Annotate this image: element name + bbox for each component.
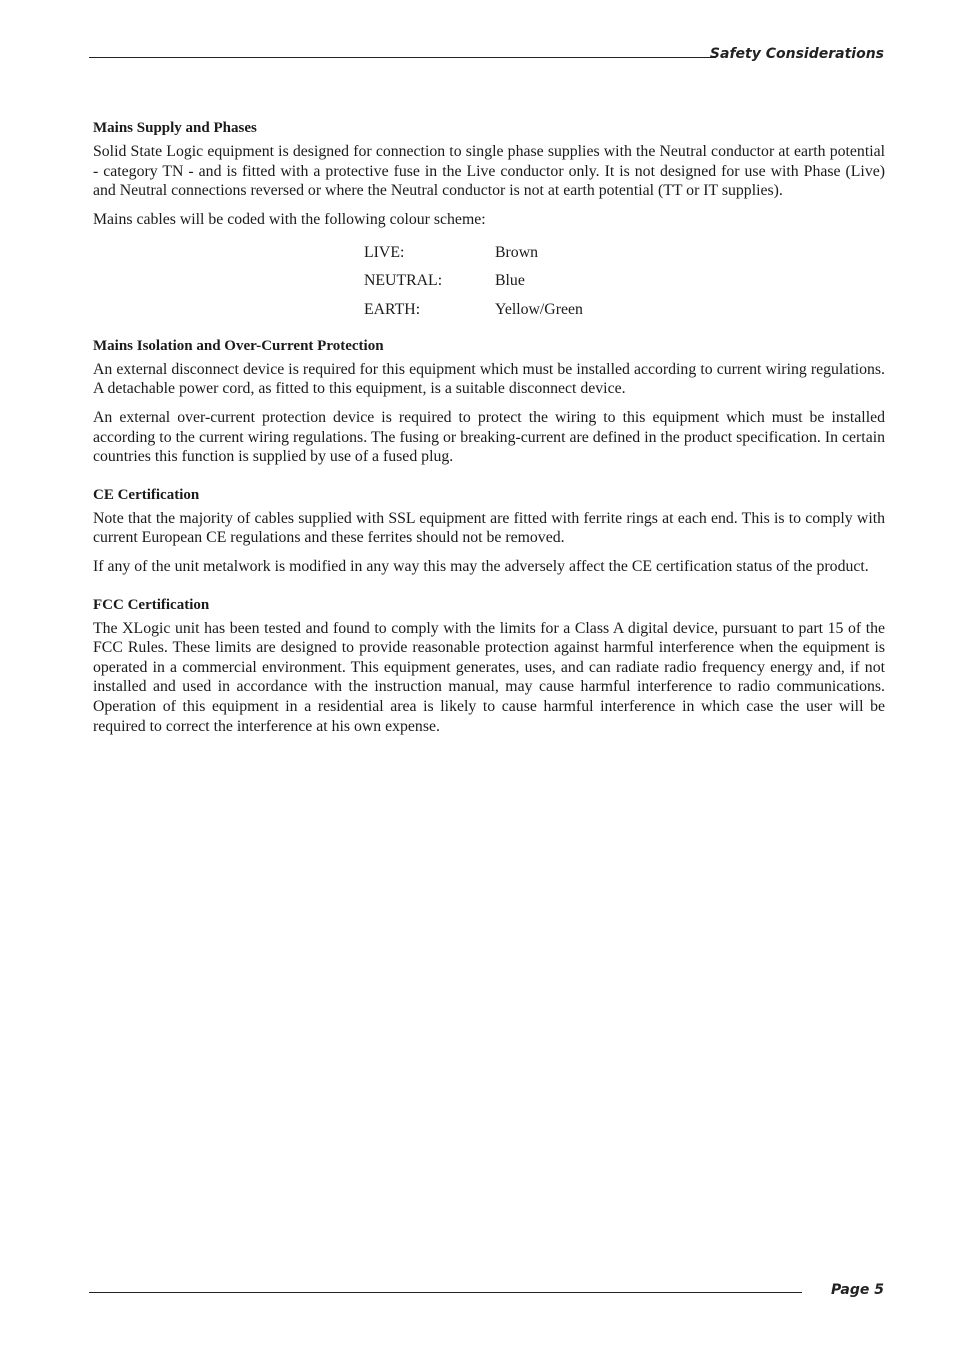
paragraph: Solid State Logic equipment is designed for connection to single phase supplies with the Neutral conductor at earth potential - category TN - and is fitted with a protective fuse in the Live conductor only. It is not designed for use with Phase (Live) and Neutral connections reversed or where the Neutral conductor is not at earth potential (TT or IT supplies).: [93, 143, 885, 200]
paragraph: An external over-current protection device is required to protect the wiring to this equipment which must be installed according to the current wiring regulations. The fusing or breaking-current are defined in the product specification. In certain countries this function is supplied by use of a fused plug.: [93, 409, 885, 466]
page-number: Page 5: [831, 1282, 884, 1298]
colour-label: NEUTRAL:: [364, 272, 443, 290]
table-row: [364, 267, 583, 296]
paragraph: Mains cables will be coded with the following colour scheme:: [93, 210, 486, 228]
paragraph: If any of the unit metalwork is modified in any way this may the adversely affect the CE certification status of the product.: [93, 558, 869, 576]
colour-value: Blue: [495, 272, 525, 290]
section-heading: FCC Certification: [93, 596, 210, 613]
section-heading: Mains Isolation and Over-Current Protection: [93, 337, 384, 354]
paragraph: Note that the majority of cables supplied with SSL equipment are fitted with ferrite rings at each end. This is to comply with current European CE regulations and these ferrites should not be removed.: [93, 509, 885, 547]
section-heading: CE Certification: [93, 486, 200, 503]
header-rule: [89, 57, 716, 58]
colour-label: LIVE:: [364, 243, 405, 261]
paragraph: The XLogic unit has been tested and found to comply with the limits for a Class A digital device, pursuant to part 15 of the FCC Rules. These limits are designed to provide reasonable protection against harmful interference when the equipment is operated in a commercial environment. This equipment generates, uses, and can radiate radio frequency energy and, if not installed and used in accordance with the instruction manual, may cause harmful interference to radio communications. Operation of this equipment in a residential area is likely to cause harmful interference in which case the user will be required to correct the interference at his own expense.: [93, 619, 885, 735]
section-heading: Mains Supply and Phases: [93, 120, 257, 136]
page-content: [93, 118, 885, 754]
section-mains-supply: [93, 118, 885, 324]
section-ce: [93, 485, 885, 577]
table-row: [364, 238, 583, 267]
header-title: Safety Considerations: [709, 46, 884, 62]
colour-label: EARTH:: [364, 300, 421, 318]
paragraph: An external disconnect device is required for this equipment which must be installed according to current wiring regulations. A detachable power cord, as fitted to this equipment, is a suitable disconnect device.: [93, 360, 885, 398]
footer-rule: [89, 1292, 802, 1293]
table-row: [364, 295, 583, 324]
colour-value: Brown: [495, 243, 539, 261]
colour-scheme-table: [364, 238, 583, 324]
section-isolation: [93, 336, 885, 467]
colour-value: Yellow/Green: [495, 300, 583, 318]
section-fcc: [93, 595, 885, 737]
